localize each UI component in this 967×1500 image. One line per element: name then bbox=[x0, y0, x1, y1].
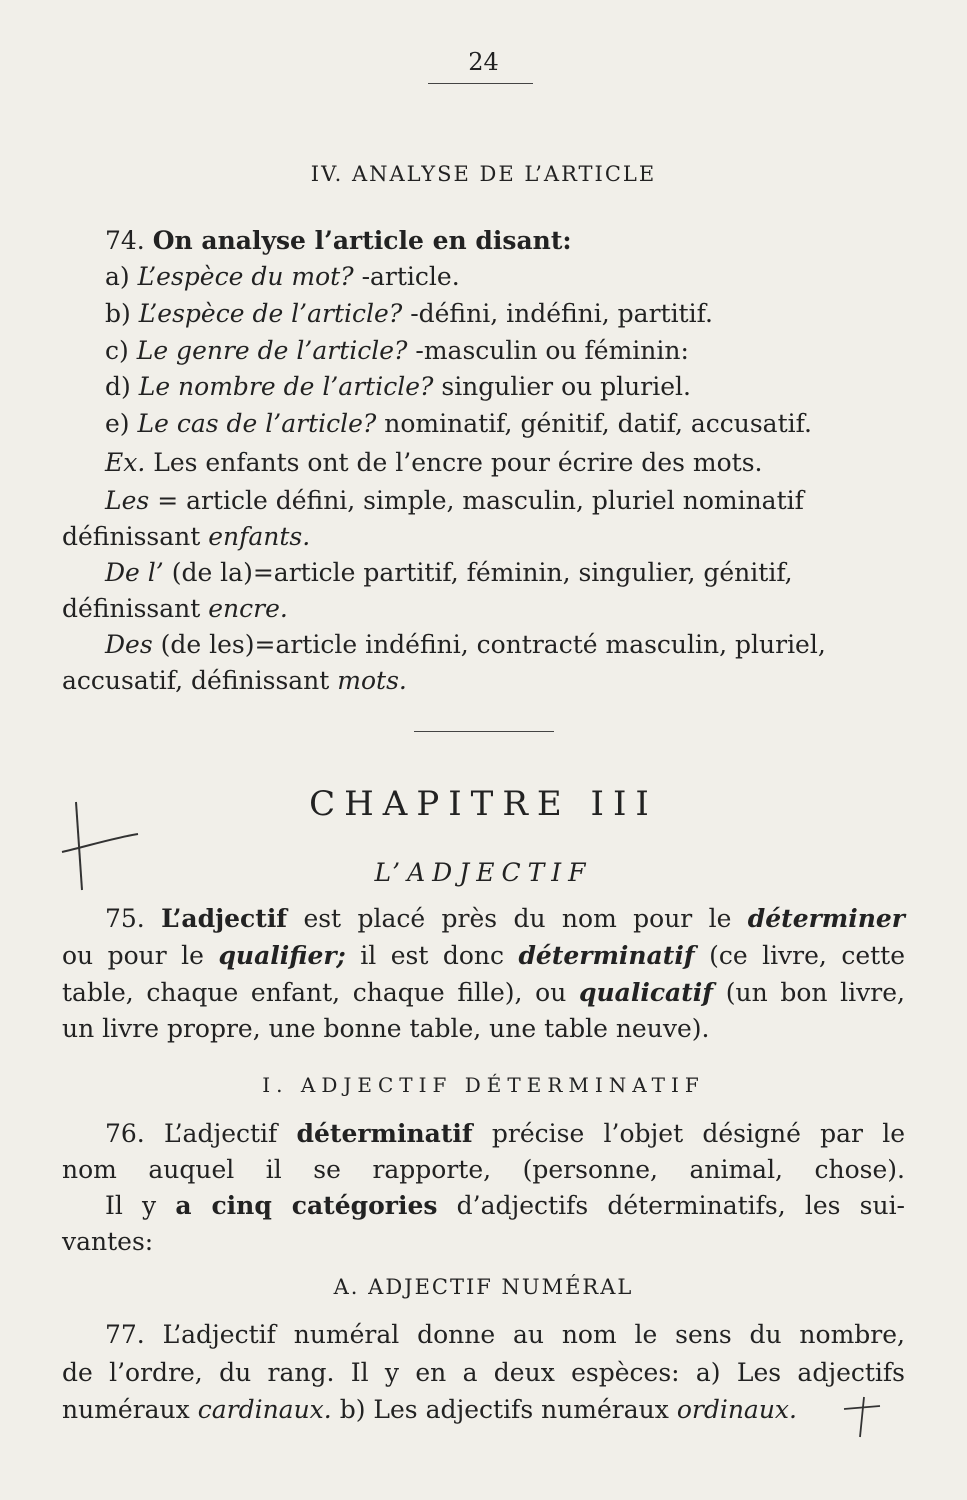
analysis-de-cont bbox=[62, 592, 905, 626]
example-label: Ex. bbox=[105, 448, 146, 477]
paragraph-76-line2: nom auquel il se rapporte, (personne, animal, chose). bbox=[62, 1155, 905, 1184]
paragraph-77-line1 bbox=[105, 1318, 905, 1352]
handwritten-plus-mark bbox=[842, 1393, 882, 1439]
paragraph-text: numéraux bbox=[62, 1395, 190, 1424]
item-answer: -article. bbox=[361, 262, 460, 291]
analysis-term: De l’ bbox=[105, 558, 164, 587]
paragraph-text: b) Les adjectifs numéraux bbox=[339, 1395, 669, 1424]
emphasis: a cinq catégories bbox=[175, 1191, 438, 1220]
paragraph-75-line1 bbox=[105, 902, 905, 936]
example-text: Les enfants ont de l’encre pour écrire des mots. bbox=[153, 448, 763, 477]
item-answer: nominatif, génitif, datif, accusatif. bbox=[384, 409, 812, 438]
paragraph-text: Il y bbox=[105, 1191, 157, 1220]
item-question: Le cas de l’article? bbox=[137, 409, 377, 438]
paragraph-number: 76. bbox=[105, 1119, 145, 1148]
paragraph-text: il est donc bbox=[360, 941, 504, 970]
paragraph-76-line3 bbox=[105, 1189, 905, 1223]
chapter-subtitle: L’ADJECTIF bbox=[374, 858, 593, 887]
paragraph-77-line3 bbox=[62, 1393, 905, 1427]
item-question: Le nombre de l’article? bbox=[138, 372, 434, 401]
list-item bbox=[105, 407, 948, 441]
page-number: 24 bbox=[468, 48, 499, 76]
example-line bbox=[105, 446, 948, 480]
paragraph-text: ou pour le bbox=[62, 941, 204, 970]
analysis-les bbox=[105, 484, 905, 518]
list-item bbox=[105, 370, 948, 404]
paragraph-text: est placé près du nom pour le bbox=[303, 904, 732, 933]
paragraph-76-line4: vantes: bbox=[62, 1227, 154, 1256]
paragraph-number: 77. bbox=[105, 1320, 145, 1349]
paragraph-76-line1 bbox=[105, 1117, 905, 1151]
analysis-de bbox=[105, 556, 905, 590]
analysis-term: enfants. bbox=[208, 522, 311, 551]
item-label: e) bbox=[105, 409, 130, 438]
section-separator bbox=[414, 731, 554, 732]
paragraph-number: 75. bbox=[105, 904, 145, 933]
paragraph-75-line2 bbox=[62, 939, 905, 973]
analysis-les-cont bbox=[62, 520, 905, 554]
item-label: b) bbox=[105, 299, 131, 328]
analysis-des-cont bbox=[62, 664, 905, 698]
analysis-text: (de la)=article partitif, féminin, singulier, génitif, bbox=[171, 558, 793, 587]
analysis-des bbox=[105, 628, 905, 662]
section-heading-iv: IV. ANALYSE DE L’ARTICLE bbox=[310, 162, 657, 186]
list-item bbox=[105, 334, 948, 368]
item-question: Le genre de l’article? bbox=[136, 336, 408, 365]
analysis-text: (de les)=article indéfini, contracté masculin, pluriel, bbox=[160, 630, 826, 659]
paragraph-text: précise l’objet désigné par le bbox=[491, 1119, 905, 1148]
paragraph-75-line4: un livre propre, une bonne table, une table neuve). bbox=[62, 1014, 710, 1043]
item-label: d) bbox=[105, 372, 131, 401]
emphasis: qualicatif bbox=[578, 978, 714, 1007]
list-item bbox=[105, 297, 948, 331]
item-question: L’espèce du mot? bbox=[137, 262, 354, 291]
analysis-text: = article défini, simple, masculin, pluriel nominatif bbox=[157, 486, 804, 515]
emphasis: qualifier; bbox=[218, 941, 346, 970]
emphasis: ordinaux. bbox=[676, 1395, 797, 1424]
emphasis: déterminer bbox=[747, 904, 905, 933]
paragraph-number: 74. bbox=[105, 226, 145, 255]
paragraph-text: table, chaque enfant, chaque fille), ou bbox=[62, 978, 567, 1007]
analysis-text: accusatif, définissant bbox=[62, 666, 330, 695]
item-answer: -défini, indéfini, partitif. bbox=[410, 299, 713, 328]
analysis-text: définissant bbox=[62, 522, 201, 551]
chapter-title: CHAPITRE III bbox=[309, 784, 658, 824]
paragraph-77-line2: de l’ordre, du rang. Il y en a deux espèces: a) Les adjectifs bbox=[62, 1358, 905, 1387]
analysis-term: Des bbox=[105, 630, 153, 659]
paragraph-lead: L’adjectif bbox=[161, 904, 288, 933]
analysis-term: Les bbox=[105, 486, 150, 515]
paragraph-text: d’adjectifs déterminatifs, les sui- bbox=[456, 1191, 906, 1220]
section-heading-a: A. ADJECTIF NUMÉRAL bbox=[333, 1275, 634, 1299]
paragraph-lead: On analyse l’article en disant: bbox=[152, 226, 572, 255]
analysis-term: encre. bbox=[208, 594, 288, 623]
paragraph-text: (un bon livre, bbox=[725, 978, 905, 1007]
paragraph-text: L’adjectif numéral donne au nom le sens du nombre, bbox=[162, 1320, 905, 1349]
emphasis: déterminatif bbox=[518, 941, 695, 970]
item-question: L’espèce de l’article? bbox=[138, 299, 403, 328]
emphasis: déterminatif bbox=[296, 1119, 473, 1148]
page-number-rule bbox=[428, 83, 533, 84]
analysis-text: définissant bbox=[62, 594, 201, 623]
paragraph-75-line3 bbox=[62, 976, 905, 1010]
item-answer: -masculin ou féminin: bbox=[415, 336, 689, 365]
emphasis: cardinaux. bbox=[197, 1395, 332, 1424]
section-heading-i: I. ADJECTIF DÉTERMINATIF bbox=[262, 1073, 705, 1097]
paragraph-text: L’adjectif bbox=[164, 1119, 278, 1148]
list-item bbox=[105, 260, 948, 294]
paragraph-text: (ce livre, cette bbox=[709, 941, 906, 970]
paragraph-74-heading bbox=[105, 224, 948, 258]
item-label: a) bbox=[105, 262, 130, 291]
item-label: c) bbox=[105, 336, 129, 365]
analysis-term: mots. bbox=[337, 666, 407, 695]
item-answer: singulier ou pluriel. bbox=[441, 372, 691, 401]
